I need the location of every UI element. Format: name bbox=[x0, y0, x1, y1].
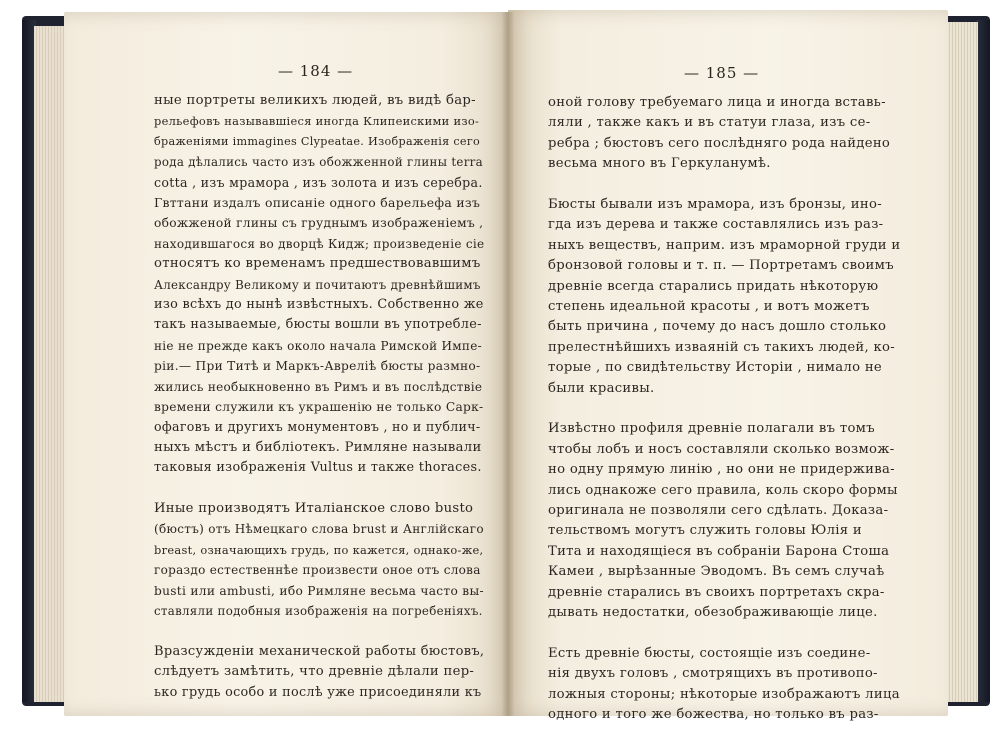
text-line: чтобы лобъ и носъ составляли сколько возмож- bbox=[548, 441, 895, 457]
text-line: Иные производятъ Италіанское слово busto bbox=[154, 501, 474, 516]
text-line: одного и того же божества, но только въ раз- bbox=[548, 707, 879, 722]
text-line: такъ называемые, бюсты вошли въ употребле- bbox=[154, 317, 482, 333]
text-line: Александру Великому и почитаютъ древнѣйшимъ bbox=[154, 277, 481, 292]
text-line: ныхъ веществъ, наприм. изъ мраморной груди и bbox=[548, 237, 901, 253]
text-line: Вразсужденіи механической работы бюстовъ, bbox=[154, 643, 485, 659]
text-line: тельствомъ могутъ служить головы Юлія и bbox=[548, 523, 863, 539]
text-line: но одну прямую линію , но они не придержива- bbox=[548, 462, 895, 478]
left-page-number: — 184 — bbox=[278, 62, 354, 80]
text-line: были красивы. bbox=[548, 380, 655, 396]
text-line: находившагося во дворцѣ Кидж; произведеніе сіе bbox=[154, 236, 485, 251]
text-line: Гвттани издалъ описаніе одного барельефа изъ bbox=[154, 195, 481, 210]
text-line: времени служили къ украшенію не только Сарк- bbox=[154, 400, 484, 414]
text-line: прелестнѣйшихъ изваяній съ такихъ людей, ко- bbox=[548, 339, 896, 355]
text-line: рельефовъ называвшіеся иногда Клипеискими изо- bbox=[154, 114, 480, 129]
text-line: древніе всегда старались придать нѣкоторую bbox=[548, 278, 879, 294]
text-line: нія двухъ головъ , смотрящихъ въ противопо- bbox=[548, 666, 878, 682]
text-line: относятъ ко временамъ предшествовавшимъ bbox=[154, 256, 481, 272]
text-line: весьма много въ Геркуланумѣ. bbox=[548, 156, 771, 172]
text-line: busti или ambusti, ибо Римляне весьма часто вы- bbox=[154, 583, 484, 598]
text-line: Есть древніе бюсты, состоящіе изъ соедине- bbox=[548, 645, 871, 661]
text-line: ставляли подобныя изображенія на погребеніяхъ. bbox=[154, 604, 483, 618]
text-line: ляли , также какъ и въ статуи глаза, изъ се- bbox=[548, 115, 871, 131]
text-line: степень идеальной красоты , и вотъ можетъ bbox=[548, 299, 870, 314]
text-line: дывать недостатки, обезображивающіе лице. bbox=[548, 605, 878, 620]
text-line: лись однакоже сего правила, коль скоро формы bbox=[548, 482, 898, 498]
text-line: ребра ; бюстовъ сего послѣдняго рода найдено bbox=[548, 135, 891, 151]
right-page bbox=[508, 10, 948, 722]
text-line: гда изъ дерева и также составлялись изъ раз- bbox=[548, 217, 884, 233]
text-line: ріи.— При Титѣ и Маркъ-Аврелiѣ бюсты размно- bbox=[154, 359, 481, 374]
text-line: Бюсты бывали изъ мрамора, изъ бронзы, ино- bbox=[548, 197, 882, 212]
text-line: гораздо естественнѣе произвести оное отъ слова bbox=[154, 563, 481, 578]
text-line: ныхъ мѣстъ и библіотекъ. Римляне называли bbox=[154, 439, 482, 455]
text-line: таковыя изображенія Vultus и также thoraces. bbox=[154, 460, 482, 476]
text-line: ные портреты великихъ людей, въ видѣ бар- bbox=[154, 93, 476, 108]
right-page-number: — 185 — bbox=[684, 64, 760, 82]
text-line: офаговъ и другихъ монументовъ , но и публич- bbox=[154, 419, 481, 435]
text-line: бронзовой головы и т. п. — Портретамъ своимъ bbox=[548, 258, 894, 274]
text-line: Камеи , вырѣзанные Эводомъ. Въ семъ случаѣ bbox=[548, 564, 885, 580]
text-line: ько грудь особо и послѣ уже присоединяли къ bbox=[154, 684, 482, 700]
text-line: оной голову требуемаго лица и иногда вставь- bbox=[548, 95, 886, 110]
text-line: ніе не прежде какъ около начала Римской Импе- bbox=[154, 338, 482, 353]
text-line: Извѣстно профиля древніе полагали въ томъ bbox=[548, 421, 875, 437]
book-gutter bbox=[502, 12, 514, 716]
cover-right-edge bbox=[976, 20, 990, 702]
text-line: быть причина , почему до насъ дошло столько bbox=[548, 319, 887, 335]
text-line: слѣдуетъ замѣтить, что древніе дѣлали пер- bbox=[154, 664, 475, 680]
text-line: оригинала не позволяли сего сдѣлать. Доказа- bbox=[548, 503, 889, 518]
text-line: cotta , изъ мрамора , изъ золота и изъ серебра. bbox=[154, 174, 483, 190]
text-line: торые , по свидѣтельству Исторіи , нимало не bbox=[548, 360, 883, 376]
text-line: древніе старались въ своихъ портретахъ скра- bbox=[548, 584, 885, 600]
text-line: ложныя стороны; нѣкоторые изображаютъ лица bbox=[548, 686, 900, 702]
text-line: жились необыкновенно въ Римъ и въ послѣдствіе bbox=[154, 379, 483, 394]
left-page bbox=[64, 12, 508, 716]
text-line: рода дѣлались часто изъ обожженной глины terra bbox=[154, 155, 483, 170]
text-line: браженіями immagines Clypeatae. Изображенія сего bbox=[154, 134, 481, 148]
text-line: изо всѣхъ до нынѣ извѣстныхъ. Собственно же bbox=[154, 297, 484, 312]
text-line: (бюстъ) отъ Нѣмецкаго слова brust и Англійскаго bbox=[154, 522, 484, 537]
text-line: Тита и находящіеся въ собраніи Барона Стоша bbox=[548, 543, 890, 559]
text-line: breast, означающихъ грудь, по кажется, однако-же, bbox=[154, 542, 484, 557]
text-line: обожженой глины съ груднымъ изображеніемъ , bbox=[154, 216, 484, 231]
